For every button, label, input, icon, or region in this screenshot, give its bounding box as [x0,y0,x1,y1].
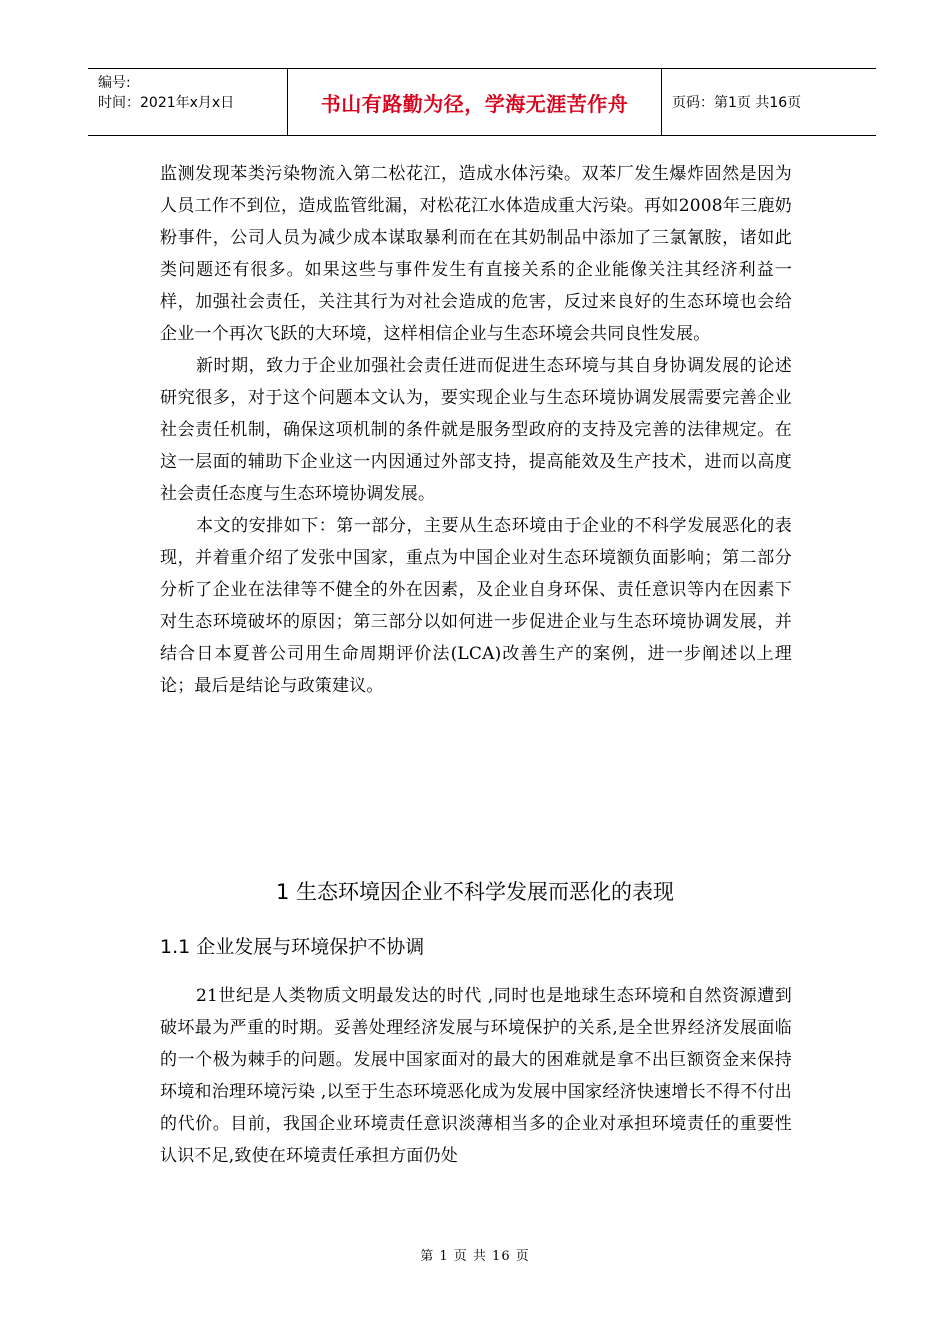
paragraph-4: 21世纪是人类物质文明最发达的时代 ,同时也是地球生态环境和自然资源遭到破坏最为严重的时期。妥善处理经济发展与环境保护的关系,是全世界经济发展面临的一个极为棘手的问题。发展中国家面对的最大的困难就是拿不出巨额资金来保持环境和治理环境污染 ,以至于生态环境恶化成为发展中国家经济快速增长不得不付出的代价。目前，我国企业环境责任意识淡薄相当多的企业对承担环境责任的重要性认识不足,致使在环境责任承担方面仍处 [160,986,792,1166]
body-section-top [160,158,792,702]
paragraph-2: 新时期，致力于企业加强社会责任进而促进生态环境与其自身协调发展的论述研究很多，对于这个问题本文认为，要实现企业与生态环境协调发展需要完善企业社会责任机制，确保这项机制的条件就是服务型政府的支持及完善的法律规定。在这一层面的辅助下企业这一内因通过外部支持，提高能效及生产技术，进而以高度社会责任态度与生态环境协调发展。 [160,356,792,504]
paragraph-3: 本文的安排如下：第一部分，主要从生态环境由于企业的不科学发展恶化的表现，并着重介绍了发张中国家，重点为中国企业对生态环境额负面影响；第二部分分析了企业在法律等不健全的外在因素，及企业自身环保、责任意识等内在因素下对生态环境破坏的原因；第三部分以如何进一步促进企业与生态环境协调发展，并结合日本夏普公司用生命周期评价法(LCA)改善生产的案例，进一步阐述以上理论；最后是结论与政策建议。 [160,516,792,696]
header-number-label: 编号: [98,75,131,91]
body-section-bottom [160,980,792,1172]
page-header [88,68,876,136]
section-heading-1: 1 生态环境因企业不科学发展而恶化的表现 [275,880,675,904]
header-time-label: 时间：2021年x月x日 [98,95,235,111]
header-meta [88,69,288,135]
page-footer: 第 1 页 共 16 页 [420,1249,530,1264]
header-motto: 书山有路勤为径，学海无涯苦作舟 [288,69,662,135]
header-page-label: 页码：第1页 共16页 [672,95,802,111]
paragraph-1: 监测发现苯类污染物流入第二松花江，造成水体污染。双苯厂发生爆炸固然是因为人员工作不到位，造成监管纰漏，对松花江水体造成重大污染。再如2008年三鹿奶粉事件，公司人员为减少成本谋取暴利而在在其奶制品中添加了三氯氰胺，诸如此类问题还有很多。如果这些与事件发生有直接关系的企业能像关注其经济利益一样，加强社会责任，关注其行为对社会造成的危害，反过来良好的生态环境也会给企业一个再次飞跃的大环境，这样相信企业与生态环境会共同良性发展。 [160,164,792,344]
subsection-heading-1-1: 1.1 企业发展与环境保护不协调 [160,936,425,958]
